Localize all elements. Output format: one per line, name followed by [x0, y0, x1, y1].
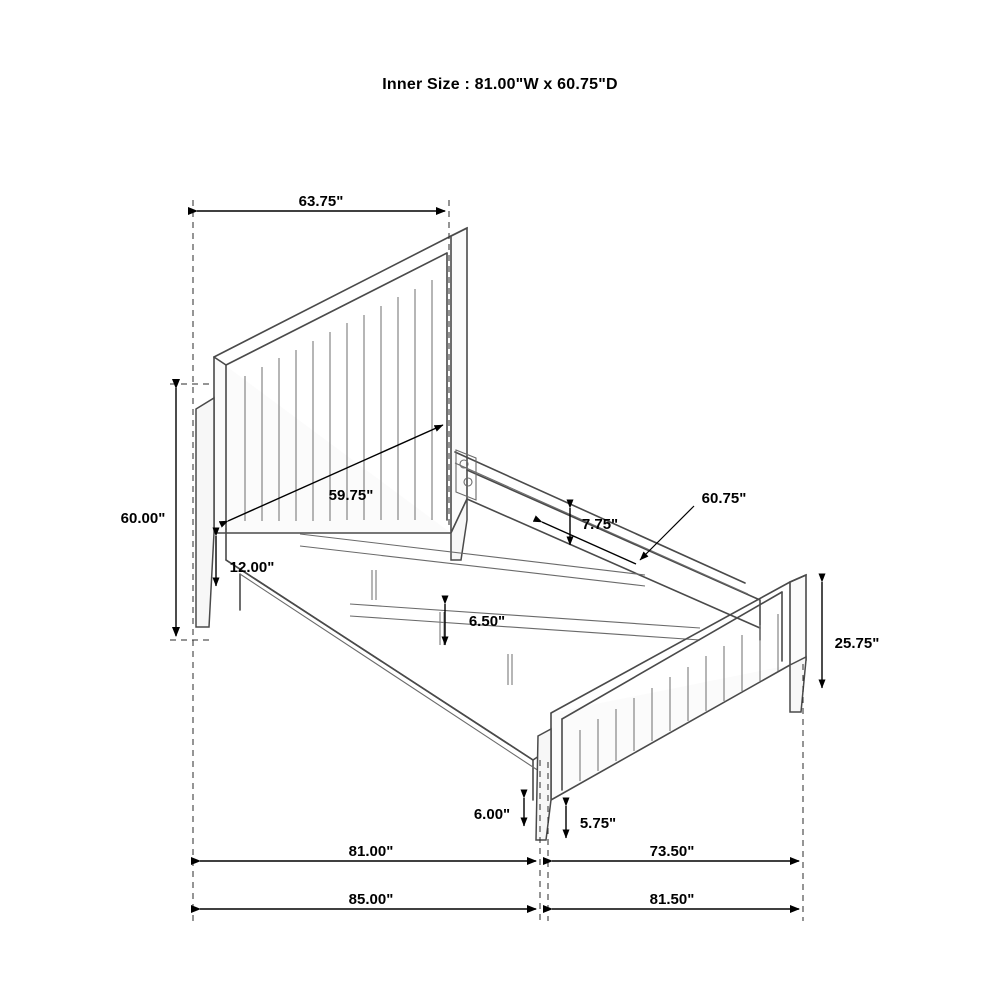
dim-label-side-rail-length: 81.00": [348, 843, 394, 860]
bed-illustration: [196, 228, 806, 840]
dim-label-rail-top-height: 7.75": [581, 516, 619, 533]
dim-label-headboard-width: 63.75": [298, 193, 344, 210]
center-support-leg-1: [372, 570, 376, 600]
dim-label-center-support-height: 6.50": [468, 613, 506, 630]
dim-label-rail-bottom-clearance: 6.00": [473, 806, 511, 823]
dim-label-overall-length: 85.00": [348, 891, 394, 908]
dim-label-footboard-clearance: 5.75": [579, 815, 617, 832]
dim-label-overall-depth: 81.50": [649, 891, 695, 908]
dimension-lines: [121, 193, 880, 909]
footboard-leg-right: [790, 657, 806, 712]
dim-label-headboard-panel-width: 59.75": [328, 487, 374, 504]
footboard-panel: [551, 575, 806, 800]
center-support-leg-2: [440, 612, 444, 645]
dim-label-inner-depth: 60.75": [701, 490, 747, 507]
dim-label-footboard-depth: 73.50": [649, 843, 695, 860]
dim-label-headboard-clearance: 12.00": [229, 559, 275, 576]
footboard-leg-left: [536, 729, 551, 840]
page-title: Inner Size : 81.00"W x 60.75"D: [382, 76, 618, 93]
dim-label-headboard-height: 60.00": [120, 510, 166, 527]
dim-leader-inner-depth: [640, 506, 694, 560]
center-support-leg-3: [508, 654, 512, 685]
headboard-leg-left: [196, 398, 214, 627]
dim-label-footboard-height: 25.75": [834, 635, 880, 652]
